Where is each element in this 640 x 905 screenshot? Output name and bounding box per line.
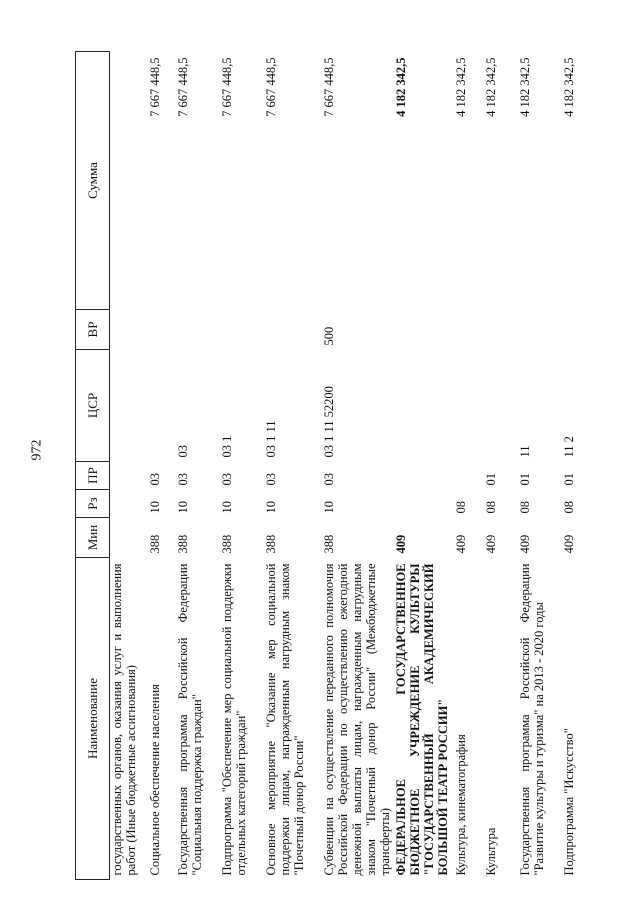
header-vr: ВР <box>76 310 110 350</box>
row-pr <box>394 462 454 490</box>
row-vr <box>110 310 148 350</box>
row-rz: 10 <box>219 501 234 514</box>
row-pr: 01 <box>517 473 532 486</box>
row-sum: 7 667 448,5 <box>147 57 162 117</box>
rotated-table-container <box>75 52 615 880</box>
header-name: Наименование <box>76 558 110 880</box>
row-sum: 7 667 448,5 <box>219 57 234 117</box>
table-row <box>110 52 148 880</box>
header-pr: ПР <box>76 462 110 490</box>
row-rz: 08 <box>517 501 532 514</box>
row-min: 409 <box>483 534 498 554</box>
row-rz <box>110 490 148 518</box>
row-min: 409 <box>561 534 576 554</box>
row-csr <box>394 350 454 462</box>
table-row <box>394 52 454 880</box>
budget-table <box>75 51 596 880</box>
row-sum: 4 182 342,5 <box>561 57 576 117</box>
table-row <box>454 52 484 880</box>
row-vr <box>176 310 220 350</box>
row-min: 388 <box>219 534 234 554</box>
row-csr: 11 2 <box>561 436 576 458</box>
row-csr <box>454 350 484 462</box>
header-rz: Рз <box>76 490 110 518</box>
row-name: государственных органов, оказания услуг и выполнения работ (Иные бюджетные ассигнования) <box>110 563 138 876</box>
row-sum: 4 182 342,5 <box>393 57 408 117</box>
header-csr: ЦСР <box>76 350 110 462</box>
row-sum: 7 667 448,5 <box>175 57 190 117</box>
row-name: Культура <box>483 827 498 876</box>
row-name: Государственная программа Российской Федерации "Социальная поддержка граждан" <box>175 563 204 876</box>
row-pr: 03 <box>147 473 162 486</box>
row-csr <box>148 350 176 462</box>
row-sum: 4 182 342,5 <box>483 57 498 117</box>
row-vr <box>220 310 264 350</box>
row-name: Социальное обеспечение населения <box>147 684 162 876</box>
row-sum: 7 667 448,5 <box>263 57 278 117</box>
row-csr: 03 1 <box>219 435 234 458</box>
row-pr: 01 <box>483 473 498 486</box>
row-pr <box>110 462 148 490</box>
row-min: 388 <box>321 534 336 554</box>
row-rz <box>394 490 454 518</box>
table-row <box>148 52 176 880</box>
table-row <box>322 52 394 880</box>
table-row <box>484 52 518 880</box>
row-pr <box>454 462 484 490</box>
row-min: 388 <box>175 534 190 554</box>
row-vr <box>394 310 454 350</box>
row-min <box>110 518 148 558</box>
row-csr <box>484 350 518 462</box>
table-row <box>220 52 264 880</box>
row-name: Субвенции на осуществление переданного полномочия Российской Федерации по осуществлению ежегодной денежной выплаты лицам, награжденным нагрудным знаком "Почетный донор России" (Межбюджетные трансферты) <box>321 563 392 876</box>
row-vr <box>562 310 596 350</box>
row-csr: 11 <box>517 445 532 458</box>
row-sum: 7 667 448,5 <box>321 57 336 117</box>
row-rz: 10 <box>175 501 190 514</box>
row-name: Подпрограмма "Искусство" <box>561 728 576 876</box>
table-row <box>562 52 596 880</box>
row-rz: 10 <box>147 501 162 514</box>
row-sum: 4 182 342,5 <box>517 57 532 117</box>
row-csr: 03 1 11 <box>263 420 278 458</box>
row-sum: 4 182 342,5 <box>453 57 468 117</box>
header-sum: Сумма <box>76 52 110 310</box>
row-pr: 03 <box>263 473 278 486</box>
row-name: Подпрограмма "Обеспечение мер социальной поддержки отдельных категорий граждан" <box>219 563 248 876</box>
row-min: 409 <box>453 534 468 554</box>
page-number-text: 972 <box>29 439 44 461</box>
row-csr: 03 <box>175 445 190 458</box>
row-vr <box>484 310 518 350</box>
row-pr: 03 <box>175 473 190 486</box>
row-name: Государственная программа Российской Федерации "Развитие культуры и туризма" на 2013 - 2020 годы <box>517 563 546 876</box>
row-rz: 10 <box>263 501 278 514</box>
table-row <box>176 52 220 880</box>
row-name: Основное мероприятие "Оказание мер социальной поддержки лицам, награжденным нагрудным знаком "Почетный донор России" <box>263 563 306 876</box>
row-pr: 03 <box>219 473 234 486</box>
row-vr: 500 <box>321 326 336 346</box>
row-rz: 08 <box>453 501 468 514</box>
row-name: ФЕДЕРАЛЬНОЕ ГОСУДАРСТВЕННОЕ БЮДЖЕТНОЕ УЧРЕЖДЕНИЕ КУЛЬТУРЫ "ГОСУДАРСТВЕННЫЙ АКАДЕМИЧЕСКИЙ БОЛЬШОЙ ТЕАТР РОССИИ" <box>393 563 450 876</box>
page-number <box>22 430 52 470</box>
row-pr: 03 <box>321 473 336 486</box>
row-rz: 10 <box>321 501 336 514</box>
table-row <box>264 52 322 880</box>
row-min: 388 <box>147 534 162 554</box>
row-vr <box>148 310 176 350</box>
row-vr <box>264 310 322 350</box>
row-csr: 03 1 11 52200 <box>321 386 336 458</box>
row-rz: 08 <box>561 501 576 514</box>
row-csr <box>110 350 148 462</box>
row-min: 409 <box>393 534 408 554</box>
row-rz: 08 <box>483 501 498 514</box>
row-vr <box>518 310 562 350</box>
row-vr <box>454 310 484 350</box>
row-name: Культура, кинематография <box>453 734 468 876</box>
table-header <box>76 52 110 880</box>
header-min: Мин <box>76 518 110 558</box>
row-pr: 01 <box>561 473 576 486</box>
row-min: 388 <box>263 534 278 554</box>
row-sum <box>110 52 148 310</box>
row-min: 409 <box>517 534 532 554</box>
table-row <box>518 52 562 880</box>
table-body <box>110 52 596 880</box>
